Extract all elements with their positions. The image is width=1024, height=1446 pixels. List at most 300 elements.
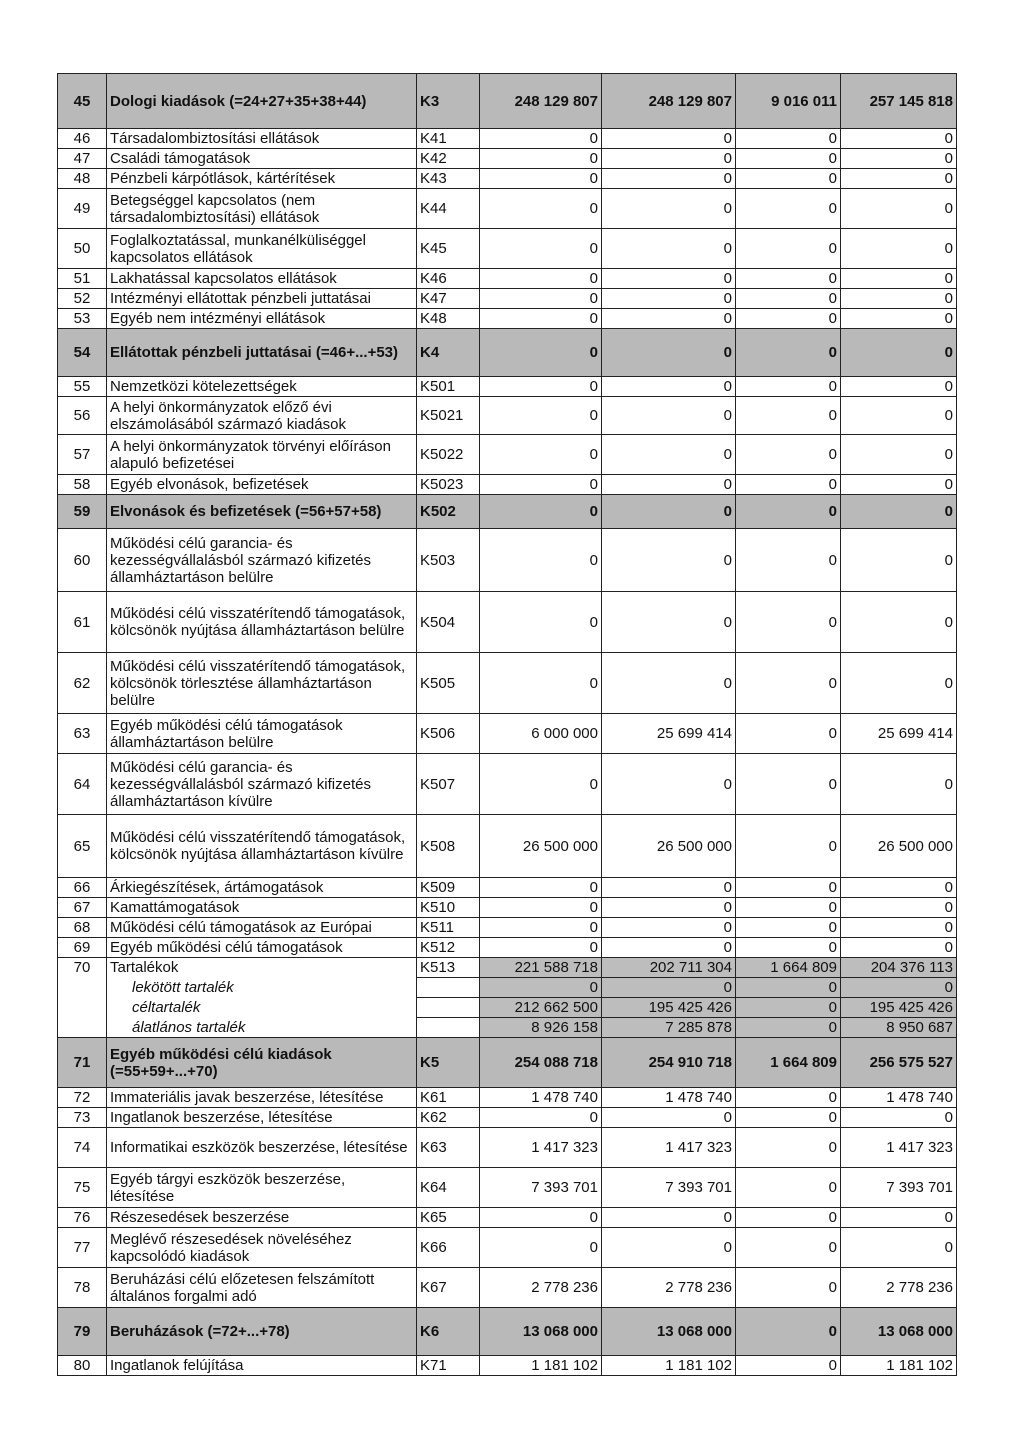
total-cell: 0 — [841, 329, 957, 377]
code-cell: K41 — [417, 129, 480, 149]
item-name-cell: Működési célú visszatérítendő támogatások, kölcsönök nyújtása államháztartáson kívülre — [107, 815, 417, 878]
modified-appropriation-cell: 1 478 740 — [602, 1088, 736, 1108]
row-number-cell: 74 — [58, 1128, 107, 1168]
item-name-cell: Tartalékok — [107, 958, 417, 978]
code-cell: K65 — [417, 1208, 480, 1228]
table-row — [58, 1018, 957, 1038]
original-appropriation-cell: 0 — [480, 1228, 602, 1268]
row-number-cell: 47 — [58, 149, 107, 169]
row-number-cell — [58, 998, 107, 1018]
table-row — [58, 1108, 957, 1128]
item-name-cell: Egyéb nem intézményi ellátások — [107, 309, 417, 329]
modified-appropriation-cell: 1 417 323 — [602, 1128, 736, 1168]
item-name-cell — [107, 998, 417, 1018]
modified-appropriation-cell: 0 — [602, 169, 736, 189]
item-name-cell: Beruházási célú előzetesen felszámított általános forgalmi adó — [107, 1268, 417, 1308]
table-row — [58, 958, 957, 978]
table-row — [58, 169, 957, 189]
table-row — [58, 529, 957, 592]
code-cell: K66 — [417, 1228, 480, 1268]
table-row — [58, 149, 957, 169]
table-body — [58, 74, 957, 1376]
code-cell: K71 — [417, 1356, 480, 1376]
modified-appropriation-cell: 0 — [602, 918, 736, 938]
modified-appropriation-cell: 0 — [602, 329, 736, 377]
code-cell: K507 — [417, 754, 480, 815]
modified-appropriation-cell: 0 — [602, 754, 736, 815]
item-name-cell: Családi támogatások — [107, 149, 417, 169]
code-cell: K45 — [417, 229, 480, 269]
change-cell: 1 664 809 — [736, 958, 841, 978]
row-number-cell: 54 — [58, 329, 107, 377]
change-cell: 0 — [736, 998, 841, 1018]
item-name-cell — [107, 1018, 417, 1038]
table-row — [58, 898, 957, 918]
row-number-cell: 52 — [58, 289, 107, 309]
total-cell: 1 181 102 — [841, 1356, 957, 1376]
total-cell: 0 — [841, 754, 957, 815]
modified-appropriation-cell: 0 — [602, 229, 736, 269]
original-appropriation-cell: 0 — [480, 289, 602, 309]
total-cell: 0 — [841, 878, 957, 898]
total-cell: 0 — [841, 309, 957, 329]
table-row — [58, 714, 957, 754]
row-number-cell: 56 — [58, 397, 107, 435]
code-cell: K44 — [417, 189, 480, 229]
code-cell: K3 — [417, 74, 480, 129]
modified-appropriation-cell: 0 — [602, 397, 736, 435]
total-cell: 0 — [841, 592, 957, 653]
table-row — [58, 289, 957, 309]
table-row — [58, 495, 957, 529]
item-name-cell: Egyéb működési célú támogatások államháztartáson belülre — [107, 714, 417, 754]
total-cell: 8 950 687 — [841, 1018, 957, 1038]
table-row — [58, 1308, 957, 1356]
modified-appropriation-cell: 0 — [602, 978, 736, 998]
code-cell: K508 — [417, 815, 480, 878]
total-cell: 257 145 818 — [841, 74, 957, 129]
code-cell: K512 — [417, 938, 480, 958]
table-row — [58, 1208, 957, 1228]
change-cell: 0 — [736, 653, 841, 714]
original-appropriation-cell: 221 588 718 — [480, 958, 602, 978]
original-appropriation-cell: 0 — [480, 475, 602, 495]
change-cell: 0 — [736, 938, 841, 958]
item-name-cell: Árkiegészítések, ártámogatások — [107, 878, 417, 898]
item-name-cell: Egyéb működési célú kiadások (=55+59+...+70) — [107, 1038, 417, 1088]
row-number-cell: 66 — [58, 878, 107, 898]
change-cell: 0 — [736, 1268, 841, 1308]
code-cell: K4 — [417, 329, 480, 377]
original-appropriation-cell: 0 — [480, 329, 602, 377]
original-appropriation-cell: 8 926 158 — [480, 1018, 602, 1038]
modified-appropriation-cell: 0 — [602, 377, 736, 397]
original-appropriation-cell: 0 — [480, 878, 602, 898]
total-cell: 26 500 000 — [841, 815, 957, 878]
original-appropriation-cell: 0 — [480, 435, 602, 475]
row-number-cell: 73 — [58, 1108, 107, 1128]
total-cell: 0 — [841, 129, 957, 149]
change-cell: 0 — [736, 898, 841, 918]
code-cell: K502 — [417, 495, 480, 529]
row-number-cell: 71 — [58, 1038, 107, 1088]
item-name-cell: A helyi önkormányzatok előző évi elszámolásából származó kiadások — [107, 397, 417, 435]
total-cell: 256 575 527 — [841, 1038, 957, 1088]
change-cell: 0 — [736, 1108, 841, 1128]
total-cell: 0 — [841, 1208, 957, 1228]
change-cell: 0 — [736, 878, 841, 898]
item-name-cell: Beruházások (=72+...+78) — [107, 1308, 417, 1356]
modified-appropriation-cell: 0 — [602, 475, 736, 495]
modified-appropriation-cell: 0 — [602, 653, 736, 714]
change-cell: 0 — [736, 377, 841, 397]
change-cell: 0 — [736, 289, 841, 309]
item-name-cell: Egyéb elvonások, befizetések — [107, 475, 417, 495]
original-appropriation-cell: 2 778 236 — [480, 1268, 602, 1308]
modified-appropriation-cell: 0 — [602, 1108, 736, 1128]
item-name-cell: Meglévő részesedések növeléséhez kapcsolódó kiadások — [107, 1228, 417, 1268]
change-cell: 0 — [736, 815, 841, 878]
row-number-cell: 58 — [58, 475, 107, 495]
row-number-cell: 50 — [58, 229, 107, 269]
original-appropriation-cell: 248 129 807 — [480, 74, 602, 129]
row-number-cell — [58, 1018, 107, 1038]
item-name-cell: Ellátottak pénzbeli juttatásai (=46+...+53) — [107, 329, 417, 377]
code-cell: K5 — [417, 1038, 480, 1088]
code-cell: K5023 — [417, 475, 480, 495]
table-row — [58, 1228, 957, 1268]
row-number-cell: 57 — [58, 435, 107, 475]
row-number-cell: 48 — [58, 169, 107, 189]
modified-appropriation-cell: 1 181 102 — [602, 1356, 736, 1376]
row-number-cell: 51 — [58, 269, 107, 289]
change-cell: 0 — [736, 435, 841, 475]
modified-appropriation-cell: 0 — [602, 938, 736, 958]
original-appropriation-cell: 0 — [480, 309, 602, 329]
code-cell — [417, 1018, 480, 1038]
table-row — [58, 754, 957, 815]
original-appropriation-cell: 0 — [480, 918, 602, 938]
modified-appropriation-cell: 25 699 414 — [602, 714, 736, 754]
modified-appropriation-cell: 0 — [602, 592, 736, 653]
code-cell: K43 — [417, 169, 480, 189]
change-cell: 0 — [736, 309, 841, 329]
table-row — [58, 435, 957, 475]
change-cell: 0 — [736, 129, 841, 149]
item-name-cell: Ingatlanok felújítása — [107, 1356, 417, 1376]
item-name-cell: Részesedések beszerzése — [107, 1208, 417, 1228]
change-cell: 1 664 809 — [736, 1038, 841, 1088]
row-number-cell: 60 — [58, 529, 107, 592]
modified-appropriation-cell: 0 — [602, 269, 736, 289]
total-cell: 0 — [841, 269, 957, 289]
change-cell: 0 — [736, 1356, 841, 1376]
change-cell: 0 — [736, 978, 841, 998]
item-name-cell: Nemzetközi kötelezettségek — [107, 377, 417, 397]
row-number-cell: 55 — [58, 377, 107, 397]
table-row — [58, 815, 957, 878]
total-cell: 0 — [841, 149, 957, 169]
change-cell: 0 — [736, 329, 841, 377]
item-name-cell: Működési célú visszatérítendő támogatások, kölcsönök törlesztése államháztartáson belülre — [107, 653, 417, 714]
modified-appropriation-cell: 0 — [602, 1208, 736, 1228]
code-cell: K503 — [417, 529, 480, 592]
change-cell: 0 — [736, 1168, 841, 1208]
table-row — [58, 1356, 957, 1376]
original-appropriation-cell: 26 500 000 — [480, 815, 602, 878]
change-cell: 0 — [736, 397, 841, 435]
code-cell: K5022 — [417, 435, 480, 475]
row-number-cell: 68 — [58, 918, 107, 938]
total-cell: 0 — [841, 938, 957, 958]
modified-appropriation-cell: 0 — [602, 529, 736, 592]
total-cell: 25 699 414 — [841, 714, 957, 754]
original-appropriation-cell: 1 417 323 — [480, 1128, 602, 1168]
item-name-cell: Működési célú visszatérítendő támogatások, kölcsönök nyújtása államháztartáson belülre — [107, 592, 417, 653]
original-appropriation-cell: 1 181 102 — [480, 1356, 602, 1376]
item-name-cell: Pénzbeli kárpótlások, kártérítések — [107, 169, 417, 189]
row-number-cell: 65 — [58, 815, 107, 878]
total-cell: 1 417 323 — [841, 1128, 957, 1168]
table-row — [58, 1268, 957, 1308]
change-cell: 0 — [736, 1018, 841, 1038]
original-appropriation-cell: 254 088 718 — [480, 1038, 602, 1088]
code-cell: K505 — [417, 653, 480, 714]
original-appropriation-cell: 0 — [480, 1108, 602, 1128]
row-number-cell: 59 — [58, 495, 107, 529]
item-name-cell: Egyéb tárgyi eszközök beszerzése, létesítése — [107, 1168, 417, 1208]
modified-appropriation-cell: 248 129 807 — [602, 74, 736, 129]
modified-appropriation-cell: 0 — [602, 435, 736, 475]
code-cell: K510 — [417, 898, 480, 918]
code-cell: K504 — [417, 592, 480, 653]
table-row — [58, 475, 957, 495]
code-cell: K506 — [417, 714, 480, 754]
change-cell: 9 016 011 — [736, 74, 841, 129]
table-row — [58, 1128, 957, 1168]
modified-appropriation-cell: 26 500 000 — [602, 815, 736, 878]
code-cell: K62 — [417, 1108, 480, 1128]
table-row — [58, 1038, 957, 1088]
code-cell: K511 — [417, 918, 480, 938]
modified-appropriation-cell: 202 711 304 — [602, 958, 736, 978]
change-cell: 0 — [736, 714, 841, 754]
item-name-cell: Társadalombiztosítási ellátások — [107, 129, 417, 149]
original-appropriation-cell: 0 — [480, 978, 602, 998]
change-cell: 0 — [736, 1208, 841, 1228]
change-cell: 0 — [736, 189, 841, 229]
table-row — [58, 918, 957, 938]
reserve-subitem-label: álatlános tartalék — [132, 1018, 246, 1036]
original-appropriation-cell: 0 — [480, 754, 602, 815]
item-name-cell — [107, 978, 417, 998]
original-appropriation-cell: 0 — [480, 229, 602, 269]
change-cell: 0 — [736, 1128, 841, 1168]
modified-appropriation-cell: 0 — [602, 495, 736, 529]
modified-appropriation-cell: 0 — [602, 898, 736, 918]
change-cell: 0 — [736, 529, 841, 592]
change-cell: 0 — [736, 269, 841, 289]
code-cell: K61 — [417, 1088, 480, 1108]
total-cell: 0 — [841, 189, 957, 229]
row-number-cell: 62 — [58, 653, 107, 714]
row-number-cell: 63 — [58, 714, 107, 754]
original-appropriation-cell: 6 000 000 — [480, 714, 602, 754]
modified-appropriation-cell: 0 — [602, 289, 736, 309]
change-cell: 0 — [736, 229, 841, 269]
original-appropriation-cell: 0 — [480, 1208, 602, 1228]
modified-appropriation-cell: 2 778 236 — [602, 1268, 736, 1308]
modified-appropriation-cell: 0 — [602, 189, 736, 229]
original-appropriation-cell: 0 — [480, 149, 602, 169]
table-row — [58, 269, 957, 289]
item-name-cell: Működési célú támogatások az Európai — [107, 918, 417, 938]
original-appropriation-cell: 0 — [480, 129, 602, 149]
change-cell: 0 — [736, 918, 841, 938]
item-name-cell: Foglalkoztatással, munkanélküliséggel kapcsolatos ellátások — [107, 229, 417, 269]
row-number-cell — [58, 978, 107, 998]
original-appropriation-cell: 13 068 000 — [480, 1308, 602, 1356]
original-appropriation-cell: 0 — [480, 529, 602, 592]
total-cell: 195 425 426 — [841, 998, 957, 1018]
total-cell: 0 — [841, 289, 957, 309]
change-cell: 0 — [736, 1308, 841, 1356]
modified-appropriation-cell: 195 425 426 — [602, 998, 736, 1018]
table-row — [58, 229, 957, 269]
code-cell — [417, 978, 480, 998]
total-cell: 0 — [841, 529, 957, 592]
table-row — [58, 129, 957, 149]
total-cell: 0 — [841, 435, 957, 475]
row-number-cell: 53 — [58, 309, 107, 329]
modified-appropriation-cell: 13 068 000 — [602, 1308, 736, 1356]
item-name-cell: Működési célú garancia- és kezességvállalásból származó kifizetés államháztartáson kívülre — [107, 754, 417, 815]
reserve-subitem-label: céltartalék — [132, 999, 201, 1016]
change-cell: 0 — [736, 495, 841, 529]
change-cell: 0 — [736, 475, 841, 495]
total-cell: 0 — [841, 169, 957, 189]
item-name-cell: Ingatlanok beszerzése, létesítése — [107, 1108, 417, 1128]
row-number-cell: 75 — [58, 1168, 107, 1208]
original-appropriation-cell: 0 — [480, 189, 602, 229]
change-cell: 0 — [736, 1228, 841, 1268]
table-row — [58, 1088, 957, 1108]
original-appropriation-cell: 212 662 500 — [480, 998, 602, 1018]
total-cell: 204 376 113 — [841, 958, 957, 978]
table-row — [58, 189, 957, 229]
table-row — [58, 329, 957, 377]
budget-table — [57, 73, 957, 1376]
code-cell — [417, 998, 480, 1018]
modified-appropriation-cell: 7 393 701 — [602, 1168, 736, 1208]
row-number-cell: 77 — [58, 1228, 107, 1268]
reserve-subitem-label: lekötött tartalék — [132, 979, 234, 996]
total-cell: 0 — [841, 898, 957, 918]
original-appropriation-cell: 0 — [480, 397, 602, 435]
item-name-cell: Elvonások és befizetések (=56+57+58) — [107, 495, 417, 529]
original-appropriation-cell: 0 — [480, 898, 602, 918]
table-row — [58, 397, 957, 435]
row-number-cell: 67 — [58, 898, 107, 918]
modified-appropriation-cell: 0 — [602, 309, 736, 329]
original-appropriation-cell: 1 478 740 — [480, 1088, 602, 1108]
code-cell: K48 — [417, 309, 480, 329]
item-name-cell: Intézményi ellátottak pénzbeli juttatásai — [107, 289, 417, 309]
item-name-cell: Kamattámogatások — [107, 898, 417, 918]
code-cell: K67 — [417, 1268, 480, 1308]
modified-appropriation-cell: 0 — [602, 129, 736, 149]
table-row — [58, 377, 957, 397]
code-cell: K64 — [417, 1168, 480, 1208]
row-number-cell: 79 — [58, 1308, 107, 1356]
original-appropriation-cell: 0 — [480, 377, 602, 397]
total-cell: 0 — [841, 377, 957, 397]
row-number-cell: 72 — [58, 1088, 107, 1108]
total-cell: 7 393 701 — [841, 1168, 957, 1208]
item-name-cell: Lakhatással kapcsolatos ellátások — [107, 269, 417, 289]
change-cell: 0 — [736, 149, 841, 169]
total-cell: 0 — [841, 397, 957, 435]
change-cell: 0 — [736, 592, 841, 653]
item-name-cell: A helyi önkormányzatok törvényi előíráson alapuló befizetései — [107, 435, 417, 475]
table-row — [58, 309, 957, 329]
code-cell: K5021 — [417, 397, 480, 435]
change-cell: 0 — [736, 754, 841, 815]
row-number-cell: 61 — [58, 592, 107, 653]
item-name-cell: Működési célú garancia- és kezességvállalásból származó kifizetés államháztartáson belülre — [107, 529, 417, 592]
original-appropriation-cell: 0 — [480, 938, 602, 958]
modified-appropriation-cell: 0 — [602, 878, 736, 898]
total-cell: 2 778 236 — [841, 1268, 957, 1308]
table-row — [58, 653, 957, 714]
modified-appropriation-cell: 7 285 878 — [602, 1018, 736, 1038]
code-cell: K509 — [417, 878, 480, 898]
row-number-cell: 69 — [58, 938, 107, 958]
original-appropriation-cell: 0 — [480, 592, 602, 653]
original-appropriation-cell: 0 — [480, 653, 602, 714]
original-appropriation-cell: 0 — [480, 269, 602, 289]
item-name-cell: Betegséggel kapcsolatos (nem társadalombiztosítási) ellátások — [107, 189, 417, 229]
total-cell: 1 478 740 — [841, 1088, 957, 1108]
total-cell: 0 — [841, 1228, 957, 1268]
row-number-cell: 80 — [58, 1356, 107, 1376]
total-cell: 0 — [841, 495, 957, 529]
change-cell: 0 — [736, 1088, 841, 1108]
table-row — [58, 1168, 957, 1208]
item-name-cell: Immateriális javak beszerzése, létesítése — [107, 1088, 417, 1108]
table-row — [58, 938, 957, 958]
table-row — [58, 74, 957, 129]
code-cell: K63 — [417, 1128, 480, 1168]
item-name-cell: Egyéb működési célú támogatások — [107, 938, 417, 958]
table-row — [58, 592, 957, 653]
row-number-cell: 78 — [58, 1268, 107, 1308]
code-cell: K42 — [417, 149, 480, 169]
total-cell: 13 068 000 — [841, 1308, 957, 1356]
modified-appropriation-cell: 254 910 718 — [602, 1038, 736, 1088]
modified-appropriation-cell: 0 — [602, 1228, 736, 1268]
table-row — [58, 978, 957, 998]
total-cell: 0 — [841, 978, 957, 998]
total-cell: 0 — [841, 1108, 957, 1128]
table-row — [58, 878, 957, 898]
code-cell: K501 — [417, 377, 480, 397]
code-cell: K46 — [417, 269, 480, 289]
row-number-cell: 70 — [58, 958, 107, 978]
row-number-cell: 49 — [58, 189, 107, 229]
original-appropriation-cell: 7 393 701 — [480, 1168, 602, 1208]
row-number-cell: 76 — [58, 1208, 107, 1228]
